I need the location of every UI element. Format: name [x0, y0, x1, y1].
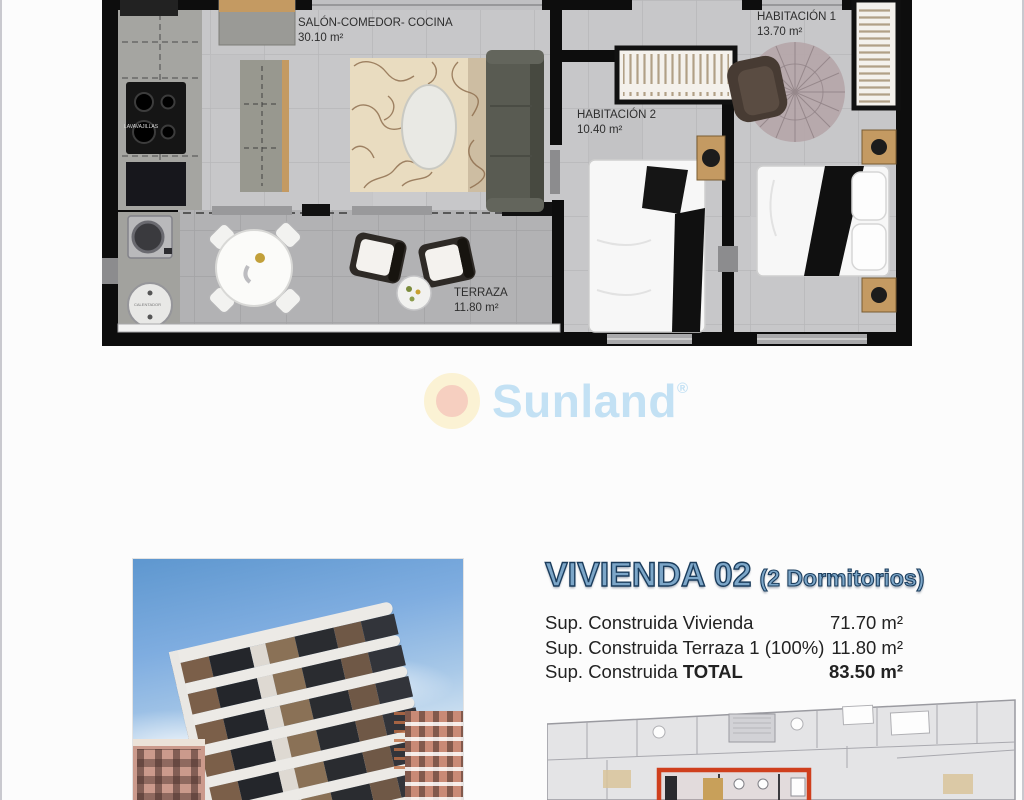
logo-wordmark: Sunland — [492, 375, 677, 427]
area-label — [545, 660, 743, 685]
wardrobe-bedroom1 — [854, 0, 898, 108]
tall-cabinet — [219, 0, 295, 45]
building-floor-overview — [547, 698, 1019, 800]
kitchen-island — [240, 60, 289, 192]
label-terrace: TERRAZA 11.80 m² — [454, 287, 508, 314]
area-label: Sup. Construida Vivienda — [545, 612, 754, 633]
unit-heading — [545, 556, 925, 595]
area-row-vivienda — [545, 611, 903, 636]
label-water-heater: CALENTADOR — [134, 302, 162, 307]
unit-title: VIVIENDA 02 — [545, 556, 752, 594]
area-value: 71.70 m² — [829, 612, 903, 633]
unit-subtitle: (2 Dormitorios) — [759, 565, 925, 591]
sunland-logo — [424, 370, 689, 432]
area-row-total — [545, 660, 903, 685]
area-value: 83.50 m² — [828, 661, 903, 683]
core-stairs — [729, 714, 775, 742]
sofa — [486, 50, 544, 212]
label-bedroom1: HABITACIÓN 1 13.70 m² — [757, 11, 837, 38]
terrace-balustrade — [118, 324, 560, 332]
registered-mark: ® — [676, 380, 689, 397]
label-dishwasher: LAVAVAJILLAS — [124, 124, 159, 130]
dining-table — [207, 220, 303, 316]
highlighted-unit — [659, 770, 809, 800]
area-row-terraza — [545, 636, 903, 661]
apartment-floor-plan — [102, 0, 912, 346]
side-table — [397, 276, 431, 310]
building-floor-overview-drawing — [547, 698, 1019, 800]
bed-bedroom2 — [589, 160, 705, 332]
area-label-prefix: Sup. Construida — [545, 661, 683, 683]
wardrobe-bedroom2 — [617, 48, 735, 102]
unit-details — [545, 556, 925, 685]
sunland-logo-text — [492, 375, 689, 427]
area-label: Sup. Construida Terraza 1 (100%) — [545, 636, 825, 658]
nightstand-bedroom2 — [697, 136, 725, 180]
oven — [126, 162, 186, 206]
cooktop — [126, 82, 186, 154]
label-bedroom2: HABITACIÓN 2 10.40 m² — [577, 109, 657, 136]
neighbor-building-left — [133, 739, 205, 800]
label-living-room: SALÓN-COMEDOR- COCINA 30.10 m² — [298, 17, 453, 44]
door-living-hall — [550, 150, 560, 194]
area-table — [545, 611, 903, 685]
coffee-table — [402, 85, 456, 169]
sunland-logo-icon — [424, 373, 480, 429]
area-value: 11.80 m² — [831, 636, 903, 658]
area-label-total: TOTAL — [682, 661, 743, 683]
bed-bedroom1 — [757, 166, 889, 276]
building-photo — [132, 558, 464, 800]
door-bedroom — [718, 246, 738, 272]
neighbor-building-right — [405, 711, 463, 800]
